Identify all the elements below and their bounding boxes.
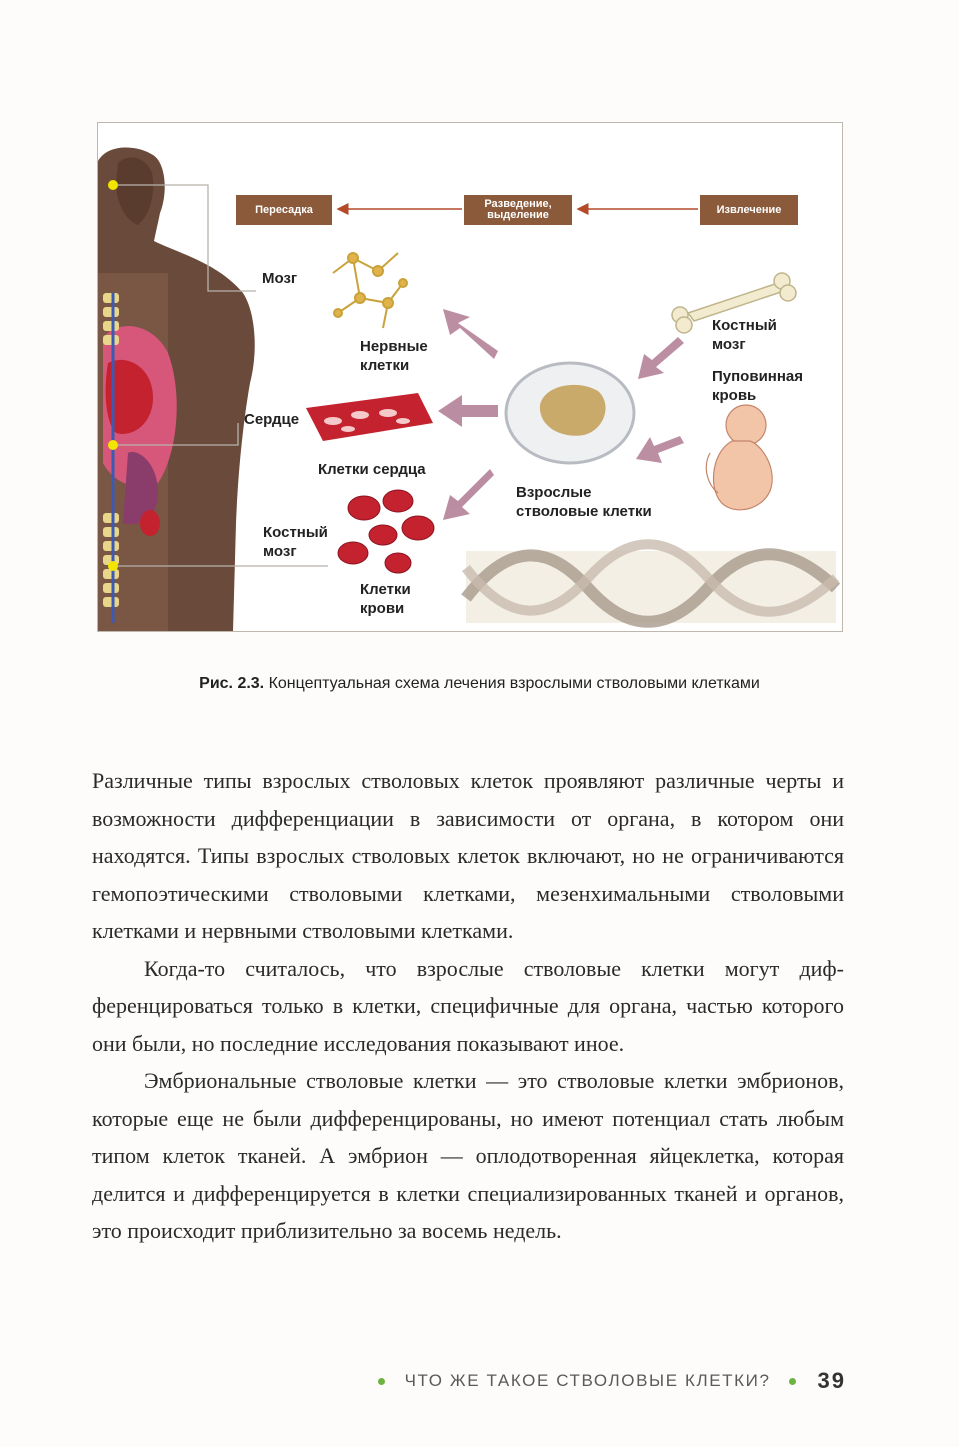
label-bone-marrow-right: Костный мозг bbox=[712, 317, 777, 353]
dna-helix-illustration bbox=[466, 544, 836, 623]
label-heart-cells: Клетки сердца bbox=[318, 461, 426, 478]
bullet-dot-icon bbox=[789, 1378, 796, 1385]
flow-extraction-label: Извлечение bbox=[716, 203, 782, 216]
page-footer bbox=[0, 1366, 846, 1396]
page-number: 39 bbox=[817, 1368, 846, 1393]
flow-box-transplant bbox=[236, 195, 332, 225]
petri-dish-illustration bbox=[506, 363, 634, 463]
heart-marker bbox=[108, 440, 118, 450]
flow-box-culture bbox=[464, 195, 572, 225]
body-text bbox=[92, 762, 844, 1250]
bullet-dot-icon bbox=[378, 1378, 385, 1385]
caption-number: Рис. 2.3. bbox=[199, 675, 265, 692]
flow-transplant-label: Пересадка bbox=[255, 203, 313, 216]
label-nerve-cells: Нервные клетки bbox=[360, 338, 428, 374]
paragraph-3: Эмбриональные стволовые клетки — это стволовые клетки эмбрионов, которые еще не были дифференцированы, но имеют потенциал стать любым типом клеток тканей. А эмбрион — оплодотворенная яйцеклетка, которая делится и дифференцируется в клетки специализированных тканей и органов, это происходит приблизительно за восемь недель. bbox=[92, 1068, 844, 1243]
flow-culture-label: Разведение, выделение bbox=[484, 198, 552, 221]
label-adult-stem-cells: Взрослые стволовые клетки bbox=[516, 484, 652, 520]
blood-cells-illustration bbox=[338, 490, 434, 573]
nerve-cells-illustration bbox=[333, 253, 407, 328]
figure-stem-cell-scheme bbox=[97, 122, 843, 632]
label-heart: Сердце bbox=[244, 411, 300, 428]
brain-marker bbox=[108, 180, 118, 190]
flow-box-extraction bbox=[700, 195, 798, 225]
human-body-figure bbox=[98, 147, 255, 631]
paragraph-1: Различные типы взрослых стволовых клеток проявляют различные черты и возможности дифференциации в зависимости от органа, в котором они находятся. Типы взрослых стволовых клеток включают, но не ограничиваются гемопоэтическими стволовыми клетками, мезенхимальными стволовыми клетками и нервными стволовыми клетками. bbox=[92, 768, 844, 943]
paragraph-2: Когда-то считалось, что взрослые стволовые клетки могут дифференцироваться только в клетки, специфичные для органа, частью которого они были, но последние исследования показывают иное. bbox=[92, 955, 844, 1056]
label-cord-blood: Пуповинная кровь bbox=[712, 368, 804, 404]
heart-cells-illustration bbox=[306, 393, 433, 441]
fetus-illustration bbox=[706, 405, 772, 510]
label-blood-cells: Клетки крови bbox=[360, 581, 411, 617]
label-bone-marrow-left: Костный мозг bbox=[263, 524, 328, 560]
running-title: ЧТО ЖЕ ТАКОЕ СТВОЛОВЫЕ КЛЕТКИ? bbox=[404, 1371, 771, 1390]
label-brain: Мозг bbox=[262, 270, 298, 287]
bone-marrow-marker bbox=[108, 561, 118, 571]
caption-text: Концептуальная схема лечения взрослыми стволовыми клетками bbox=[264, 675, 760, 692]
figure-caption bbox=[0, 675, 959, 693]
